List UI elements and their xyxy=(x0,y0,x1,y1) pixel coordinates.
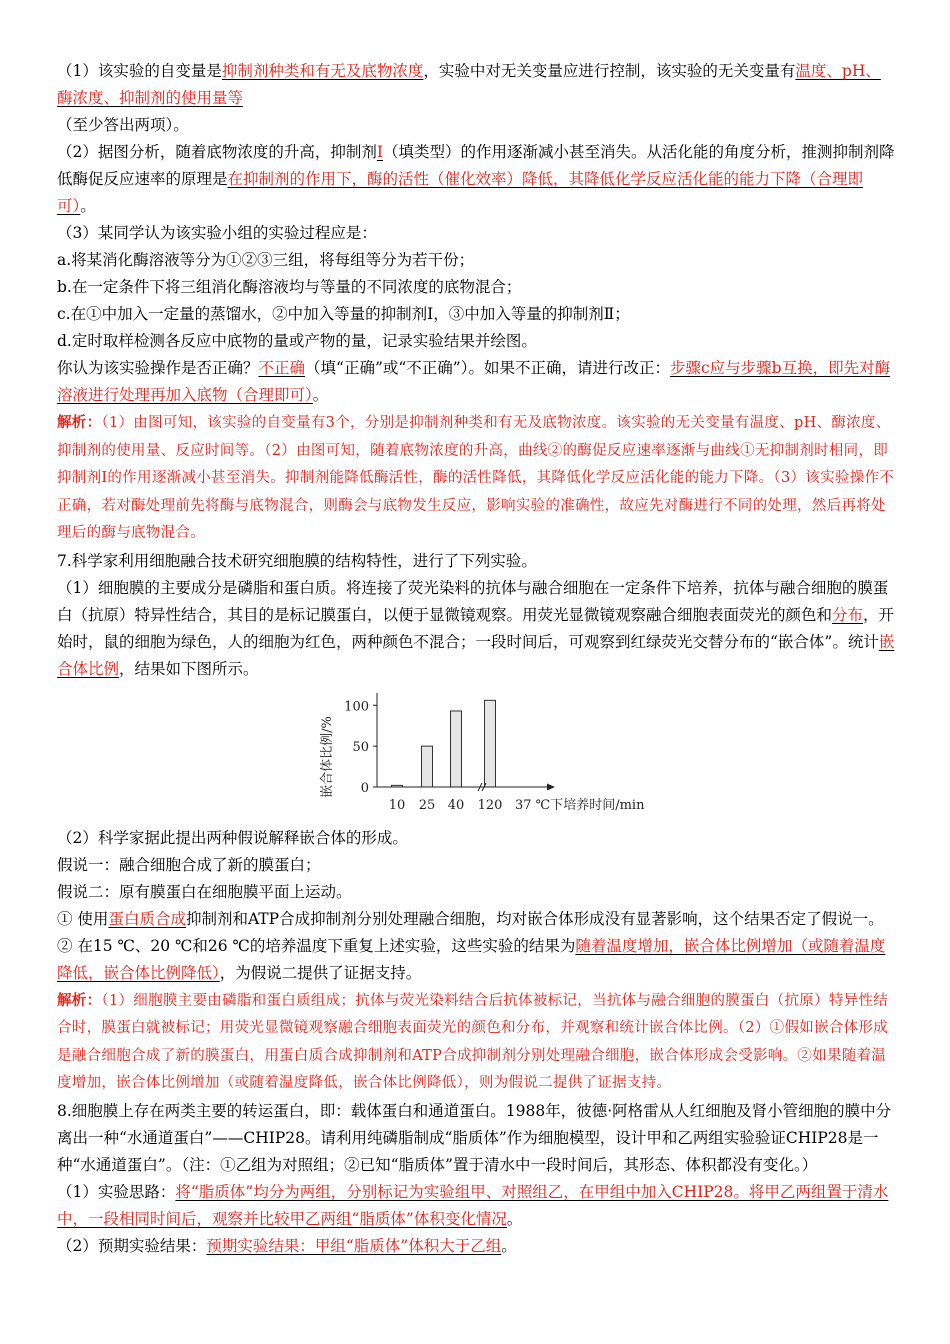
q7-analysis: 解析：（1）细胞膜主要由磷脂和蛋白质组成；抗体与荧光染料结合后抗体被标记，当抗体与融合细胞的膜蛋白（抗原）特异性结合时，膜蛋白就被标记；用荧光显微镜观察融合细胞表面荧光的颜色和分布，并观察和统计嵌合体比例。（2）①假如嵌合体形成是融合细胞合成了新的膜蛋白，用蛋白质合成抑制剂和ATP合成抑制剂分别处理融合细胞，嵌合体形成会受影响。②如果随着温度增加，嵌合体比例增加（或随着温度降低，嵌合体比例降低），则为假说二提供了证据支持。 xyxy=(57,991,889,1091)
x-tick-label: 25 xyxy=(418,797,436,813)
analysis-label: 解析： xyxy=(57,991,102,1009)
q6-part2: （2）据图分析，随着底物浓度的升高，抑制剂Ⅰ（填类型）的作用逐渐减小甚至消失。从活化能的角度分析，推测抑制剂降低酶促反应速率的原理是在抑制剂的作用下，酶的活性（催化效率）降低，其降低化学反应活化能的能力下降（合理即可）。 xyxy=(57,143,895,215)
q7-title: 7.科学家利用细胞融合技术研究细胞膜的结构特性，进行了下列实验。 xyxy=(57,551,537,570)
y-tick-label: 50 xyxy=(352,739,369,755)
answer-blank: 预期实验结果：甲组“脂质体”体积大于乙组 xyxy=(206,1236,502,1255)
step-c: c.在①中加入一定量的蒸馏水，②中加入等量的抑制剂Ⅰ，③中加入等量的抑制剂Ⅱ； xyxy=(57,305,630,323)
answer-blank: 将“脂质体”均分为两组，分别标记为实验组甲、对照组乙，在甲组中加入CHIP28。将甲乙两组置于清水中，一段相同时间后，观察并比较甲乙两组“脂质体”体积变化情况 xyxy=(57,1182,889,1228)
x-tick-label: 40 xyxy=(447,797,465,813)
x-tick-label: 10 xyxy=(388,797,406,813)
x-tick-label: 120 xyxy=(477,797,503,813)
answer-blank: 在抑制剂的作用下，酶的活性（催化效率）降低，其降低化学反应活化能的能力下降（合理即可） xyxy=(57,170,864,215)
q7-check-1: ① 使用蛋白质合成抑制剂和ATP合成抑制剂分别处理融合细胞，均对嵌合体形成没有显著影响，这个结果否定了假说一。 xyxy=(57,909,884,928)
bar-25 xyxy=(422,746,433,787)
y-axis-label: 嵌合体比例/% xyxy=(320,715,335,798)
x-axis-arrow xyxy=(547,783,555,790)
q8-part1: （1）实验思路：将“脂质体”均分为两组，分别标记为实验组甲、对照组乙，在甲组中加入CHIP28。将甲乙两组置于清水中，一段相同时间后，观察并比较甲乙两组“脂质体”体积变化情况。 xyxy=(57,1182,889,1228)
q8-title: 8.细胞膜上存在两类主要的转运蛋白，即：载体蛋白和通道蛋白。1988年，彼德·阿格雷从人红细胞及肾小管细胞的膜中分离出一种“水通道蛋白”——CHIP28。请利用纯磷脂制成“脂质体”作为细胞模型，设计甲和乙两组实验验证CHIP28是一种“水通道蛋白”。（注：①乙组为对照组；②已知“脂质体”置于清水中一段时间后，其形态、体积都没有变化。） xyxy=(57,1101,892,1174)
q7-check-2: ② 在15 ℃、20 ℃和26 ℃的培养温度下重复上述实验，这些实验的结果为随着温度增加，嵌合体比例增加（或随着温度降低，嵌合体比例降低），为假说二提供了证据支持。 xyxy=(57,936,886,982)
analysis-label: 解析： xyxy=(57,414,102,431)
bar-40 xyxy=(451,710,462,786)
answer-blank: Ⅰ xyxy=(376,143,383,161)
answer-blank: 步骤c应与步骤b互换，即先对酶溶液进行处理再加入底物（合理即可） xyxy=(57,359,891,404)
step-d: d.定时取样检测各反应中底物的量或产物的量，记录实验结果并绘图。 xyxy=(57,332,537,350)
x-axis-label: 37 ℃下培养时间/min xyxy=(515,797,645,813)
answer-blank: 蛋白质合成 xyxy=(108,909,186,928)
step-b: b.在一定条件下将三组消化酶溶液均与等量的不同浓度的底物混合； xyxy=(57,278,522,296)
document-page xyxy=(57,58,895,1260)
q6-part4: 你认为该实验操作是否正确？不正确（填“正确”或“不正确”）。如果不正确，请进行改正：步骤c应与步骤b互换，即先对酶溶液进行处理再加入底物（合理即可）。 xyxy=(57,359,891,404)
y-tick-label: 0 xyxy=(360,780,369,796)
answer-blank: 分布 xyxy=(832,605,864,624)
q8-part2: （2）预期实验结果：预期实验结果：甲组“脂质体”体积大于乙组。 xyxy=(57,1236,517,1255)
q7-part1: （1）细胞膜的主要成分是磷脂和蛋白质。将连接了荧光染料的抗体与融合细胞在一定条件下培养，抗体与融合细胞的膜蛋白（抗原）特异性结合，其目的是标记膜蛋白，以便于显微镜观察。用荧光显微镜观察融合细胞表面荧光的颜色和分布，开始时，鼠的细胞为绿色，人的细胞为红色，两种颜色不混合；一段时间后，可观察到红绿荧光交替分布的“嵌合体”。统计嵌合体比例，结果如下图所示。 xyxy=(57,578,895,678)
answer-blank: 温度、pH、酶浓度、抑制剂的使用量等 xyxy=(57,62,881,107)
answer-blank: 嵌合体比例 xyxy=(57,632,895,678)
q7-part2: （2）科学家据此提出两种假说解释嵌合体的形成。 xyxy=(57,828,408,847)
step-a: a.将某消化酶溶液等分为①②③三组，将每组等分为若干份； xyxy=(57,251,475,269)
answer-blank: 不正确 xyxy=(258,359,306,377)
q6-part1-note: （至少答出两项）。 xyxy=(57,116,189,134)
q6-part3: （3）某同学认为该实验小组的实验过程应是： xyxy=(57,224,377,242)
q6-analysis: 解析：（1）由图可知，该实验的自变量有3个，分别是抑制剂种类和有无及底物浓度。该实验的无关变量有温度、pH、酶浓度、抑制剂的使用量、反应时间等。（2）由图可知，随着底物浓度的升高，曲线②的酶促反应速率逐渐与曲线①无抑制剂时相同，即抑制剂Ⅰ的作用逐渐减小甚至消失。抑制剂能降低酶活性，酶的活性降低，其降低化学反应活化能的能力下降。（3）该实验操作不正确，若对酶处理前先将酶与底物混合，则酶会与底物发生反应，影响实验的准确性，故应先对酶进行不同的处理，然后再将处理后的酶与底物混合。 xyxy=(57,414,895,541)
chimera-ratio-chart xyxy=(57,685,895,823)
bar-chart-svg xyxy=(315,685,645,823)
answer-blank: 抑制剂种类和有无及底物浓度 xyxy=(221,62,424,80)
hypothesis-1: 假说一：融合细胞合成了新的膜蛋白； xyxy=(57,855,321,874)
y-tick-label: 100 xyxy=(344,698,369,714)
hypothesis-2: 假说二：原有膜蛋白在细胞膜平面上运动。 xyxy=(57,882,352,901)
answer-blank: 随着温度增加，嵌合体比例增加（或随着温度降低，嵌合体比例降低） xyxy=(57,936,886,982)
q6-part1: （1）该实验的自变量是抑制剂种类和有无及底物浓度，实验中对无关变量应进行控制，该实验的无关变量有温度、pH、酶浓度、抑制剂的使用量等 xyxy=(57,62,881,107)
bar-120 xyxy=(485,700,496,787)
